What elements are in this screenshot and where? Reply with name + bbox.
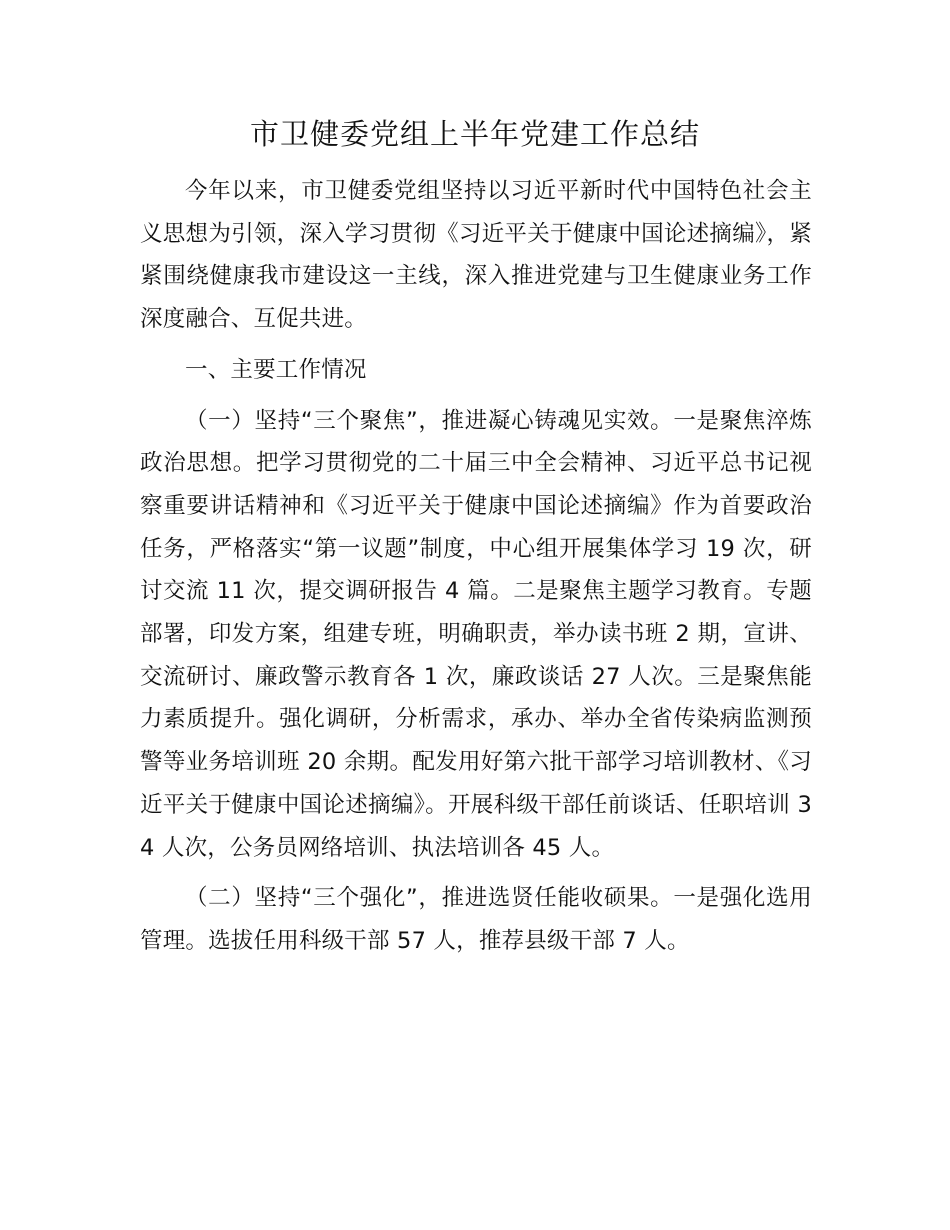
paragraph-intro: 今年以来，市卫健委党组坚持以习近平新时代中国特色社会主义思想为引领，深入学习贯彻《习近平关于健康中国论述摘编》，紧紧围绕健康我市建设这一主线，深入推进党建与卫生健康业务工作深度融合、互促共进。 [140,178,812,333]
document-body [140,170,812,971]
paragraph-section-2: （二）坚持“三个强化”，推进选贤任能收硕果。一是强化选用管理。选拔任用科级干部 57 人，推荐县级干部 7 人。 [140,885,812,954]
paragraph-section-1: （一）坚持“三个聚焦”，推进凝心铸魂见实效。一是聚焦淬炼政治思想。把学习贯彻党的二十届三中全会精神、习近平总书记视察重要讲话精神和《习近平关于健康中国论述摘编》作为首要政治任务，严格落实“第一议题”制度，中心组开展集体学习 19 次，研讨交流 11 次，提交调研报告 4 篇。二是聚焦主题学习教育。专题部署，印发方案，组建专班，明确职责，举办读书班 2 期，宣讲、交流研讨、廉政警示教育各 1 次，廉政谈话 27 人次。三是聚焦能力素质提升。强化调研，分析需求，承办、举办全省传染病监测预警等业务培训班 20 余期。配发用好第六批干部学习培训教材、《习近平关于健康中国论述摘编》。开展科级干部任前谈话、任职培训 34 人次，公务员网络培训、执法培训各 45 人。 [140,407,812,861]
document-title: 市卫健委党组上半年党建工作总结 [249,117,700,151]
section-heading-main-work: 一、主要工作情况 [185,356,367,383]
